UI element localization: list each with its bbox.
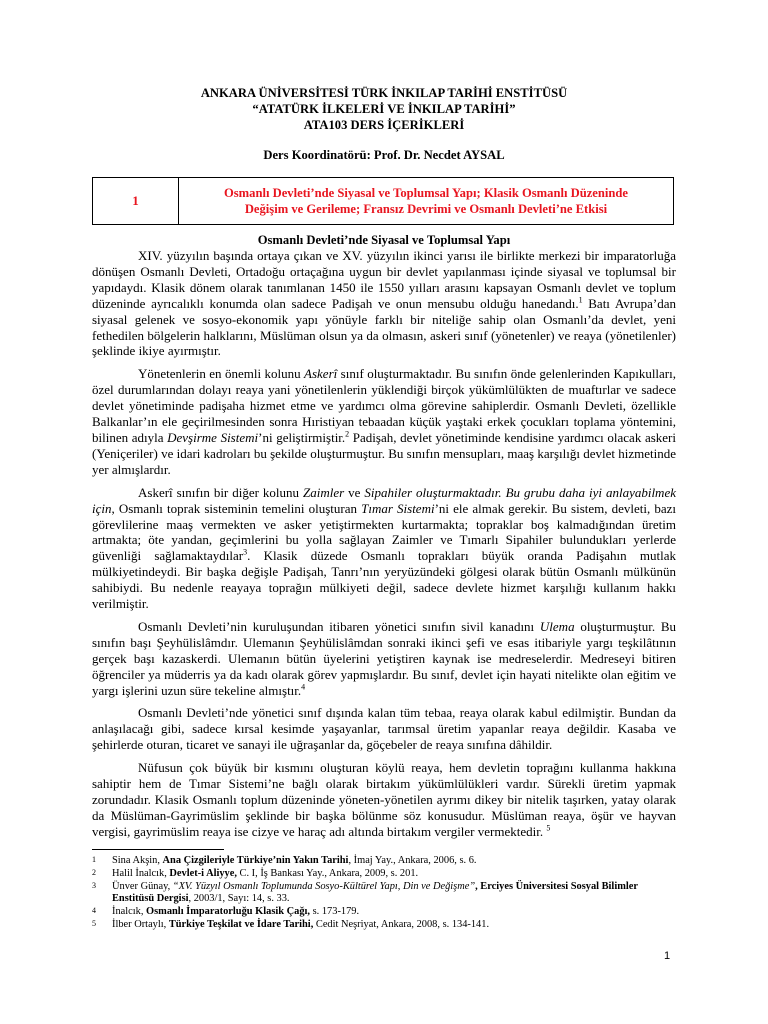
footnote-number: 3 (92, 880, 96, 890)
footnote: 4 İnalcık, Osmanlı İmparatorluğu Klasik Çağı, s. 173-179. (92, 906, 360, 918)
footnote-number: 5 (92, 918, 96, 928)
document-header (0, 85, 768, 133)
footnotes (92, 855, 676, 932)
footnote-ref[interactable]: 2 (345, 429, 350, 439)
footnote: 1 Sina Akşin, Ana Çizgileriyle Türkiye’nin Yakın Tarihi, İmaj Yay., Ankara, 2006, s. 6. (92, 855, 477, 866)
paragraph: Yönetenlerin en önemli kolunu Askerî sınıf oluşturmaktadır. Bu sınıfın önde gelenlerinden Kapıkulları, özel durumlarından dolayı reaya yani yönetilenlerin yüklendiği birçok yükümlülükten de muaftırlar ve sadece devlet yönetiminde padişaha hizmet etme ve yardımcı olma görevine sahiplerdir. Osmanlı Devleti, özellikle Balkanlar’ın ele geçirilmesinden sonra Hıristiyan tebaadan küçük yaştaki erkek çocukları toplama yöntemini, bilinen adıyla Devşirme Sistemi’ni geliştirmiştir.$^2$ Padişah, devlet yönetiminde kendisine yardımcı olacak askeri (Yeniçeriler) ve idari kadroları bu şekilde oluşturmuştur. Bu sınıfın mensupları, maaş karşılığı devlet hizmetinde yer almışlardır. (92, 366, 676, 477)
footnote-ref[interactable]: 5 (546, 823, 551, 833)
footnote-ref[interactable]: 4 (301, 682, 306, 692)
footnote: 2 Halil İnalcık, Devlet-i Aliyye, C. I, İş Bankası Yay., Ankara, 2009, s. 201. (92, 867, 419, 879)
course-name: “ATATÜRK İLKELERİ VE İNKILAP TARİHİ” (252, 102, 516, 116)
footnote: 5 İlber Ortaylı, Türkiye Teşkilat ve İdare Tarihi, Cedit Neşriyat, Ankara, 2008, s. 134-141. (92, 918, 490, 930)
footnote-number: 1 (92, 855, 96, 864)
footnote-divider (92, 849, 224, 850)
lesson-table (92, 177, 674, 225)
paragraph: Askerî sınıfın bir diğer kolunu Zaimler ve Sipahiler oluşturmaktadır. Bu grubu daha iyi anlayabilmek için, Osmanlı toprak sisteminin temelini oluşturan Tımar Sistemi’ni ele almak gerekir. Bu sistem, devleti, bazı görevlilerine maaş vermekten ve asker yetiştirmekten kurtarmakta; topraklar boş kalmadığından üretim artmakta; öte yandan, geçimlerini bu yolla sağlayan Zaimler ve Tımarlı Sipahiler bulundukları yerlerde güvenliği sağlamaktaydılar$^3$. Klasik düzede Osmanlı toprakları büyük oranda Padişahın mutlak mülkiyetindeydi. Bir başka değişle Padişah, Tanrı’nın yeryüzündeki gölgesi olarak bütün Osmanlı mülkünün sahibiydi. Bu nedenle reayaya toprağın mülkiyeti değil, sadece devlete hizmet karşılığı kullanım hakkı verilmiştir. (92, 484, 677, 612)
section-title: Osmanlı Devleti’nde Siyasal ve Toplumsal Yapı (257, 233, 511, 247)
course-coordinator: Ders Koordinatörü: Prof. Dr. Necdet AYSAL (263, 148, 505, 162)
paragraph: XIV. yüzyılın başında ortaya çıkan ve XV. yüzyılın ikinci yarısı ile birlikte merkezi bir imparatorluğa dönüşen Osmanlı Devleti, Ortadoğu ortaçağına uygun bir devlet yapılanması içinde siyasal ve toplumsal bir yapıdaydı. Klasik dönem olarak tanımlanan 1450 ile 1550 yılları arasını kapsayan Osmanlı devlet ve toplum düzeninde ayrıcalıklı konumda olan sadece Padişah ve onun mensubu olduğu hanedandı.$^1$ Batı Avrupa’dan siyasal gelenek ve sosyo-ekonomik yapı yönüyle farklı bir niteliğe sahip olan Osmanlı’da devlet, yeni fethedilen bölgelerin halklarını, Müslüman olsun ya da olmasın, askeri sınıf (yönetenler) ve reaya (yönetilenler) şeklinde ikiye ayırmıştır. (92, 248, 676, 359)
lesson-title-line: Değişim ve Gerileme; Fransız Devrimi ve Osmanlı Devleti’ne Etkisi (244, 202, 608, 216)
institute-name: ANKARA ÜNİVERSİTESİ TÜRK İNKILAP TARİHİ ENSTİTÜSÜ (200, 86, 568, 100)
footnote-number: 4 (92, 906, 96, 916)
footnote-number: 2 (92, 867, 96, 877)
lesson-number: 1 (93, 178, 179, 224)
page-number: 1 (664, 950, 671, 962)
paragraph: Osmanlı Devleti’nin kuruluşundan itibaren yönetici sınıfın sivil kanadını Ulema oluşturmuştur. Bu sınıfın başı Şeyhülislâmdır. Ulemanın Şeyhülislâmdan sonraki ikinci şefi ve esas itibariyle yargı teşkilâtının gerçek başı kazaskerdi. Ulemanın bütün üyelerini yetiştiren kaynak ise medreselerdir. Medreseyi bitiren öğrenciler ya müderris ya da kadı olarak görev yapmışlardır. Bu sınıf, devlet için hayati nitelikte olan eğitim ve yargı işlerini uzun süre tekeline almıştır.$^4$ (92, 618, 676, 698)
lesson-title (179, 178, 673, 224)
footnote-ref[interactable]: 3 (243, 547, 248, 557)
body-text (92, 248, 676, 847)
footnote-ref[interactable]: 1 (578, 295, 583, 305)
lesson-title-line: Osmanlı Devleti’nde Siyasal ve Toplumsal Yapı; Klasik Osmanlı Düzeninde (223, 186, 628, 200)
footnote: 3 Ünver Günay, “XV. Yüzyıl Osmanlı Toplumunda Sosyo-Kültürel Yapı, Din ve Değişme”, Erciyes Üniversitesi Sosyal Bilimler Enstitüsü Dergisi, 2003/1, Sayı: 14, s. 33. (92, 880, 638, 905)
course-contents-title: ATA103 DERS İÇERİKLERİ (303, 118, 465, 132)
paragraph: Osmanlı Devleti’nde yönetici sınıf dışında kalan tüm tebaa, reaya olarak kabul edilmiştir. Bundan da anlaşılacağı gibi, sadece kırsal kesimde yaşayanlar, tarımsal üretim yapanlar reaya değildir. Kasaba ve şehirlerde oturan, ticaret ve sanayi ile uğraşanlar da, göçebeler de reaya sınıfına dâhildir. (92, 705, 676, 753)
paragraph: Nüfusun çok büyük bir kısmını oluşturan köylü reaya, hem devletin toprağını kullanma hakkına sahiptir hem de Tımar Sistemi’ne bağlı olarak birtakım yükümlülükleri vardır. Sürekli üretim yapmak zorundadır. Klasik Osmanlı toplum düzeninde yöneten-yönetilen ayrımı dikey bir nitelik taşırken, yatay olarak da Müslüman-Gayrimüslim şeklinde bir başka bölünme söz konusudur. Müslüman reaya, öşür ve hayvan vergisi, gayrimüslim reaya ise cizye ve haraç adı altında birtakım vergiler vermektedir. $^5$ (92, 760, 676, 839)
